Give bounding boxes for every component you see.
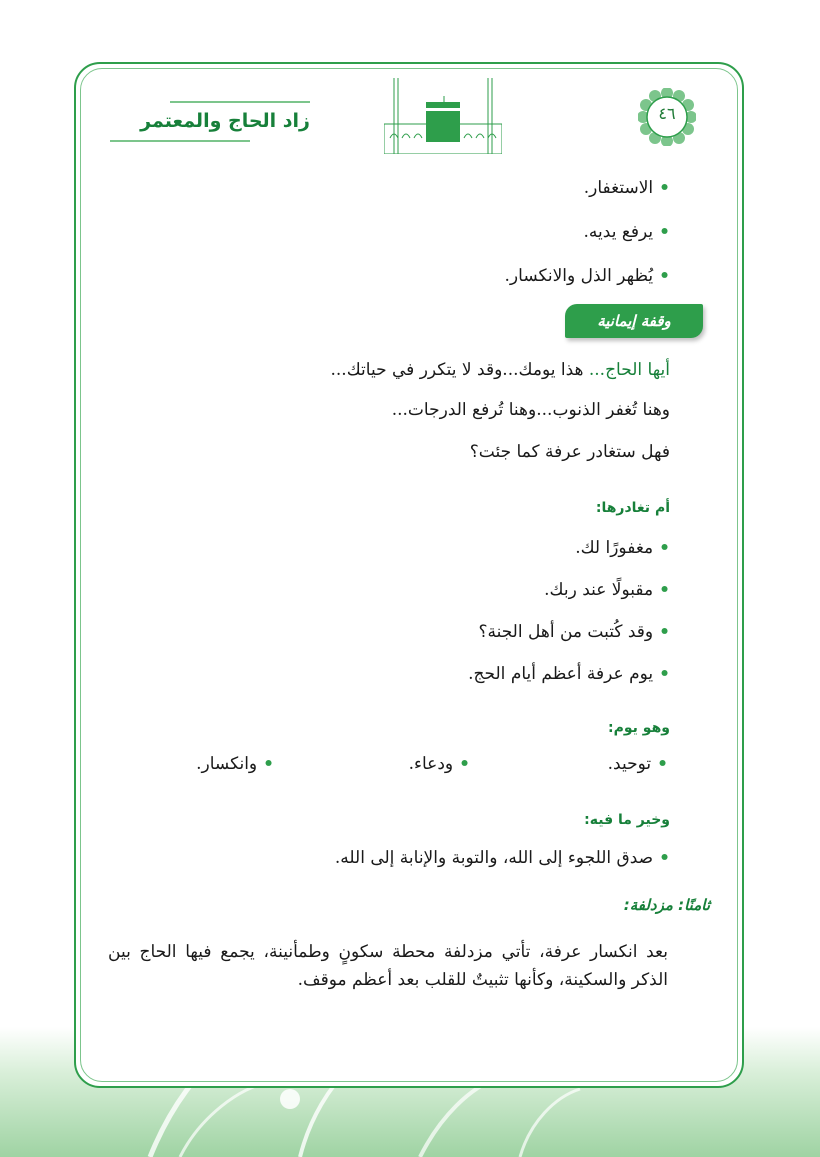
list-item: • صدق اللجوء إلى الله، والتوبة والإنابة إلى الله. <box>335 846 670 870</box>
list-item: • مغفورًا لك. <box>575 536 670 560</box>
page-frame <box>74 62 744 1088</box>
book-title: زاد الحاج والمعتمر <box>140 110 310 132</box>
page-header <box>0 0 820 170</box>
list-item: • مقبولًا عند ربك. <box>544 578 670 602</box>
list-item: • يرفع يديه. <box>584 220 670 244</box>
list-item: • يوم عرفة أعظم أيام الحج. <box>468 662 670 686</box>
column-item: • ودعاء. <box>409 752 470 776</box>
list-item: • يُظهر الذل والانكسار. <box>505 264 670 288</box>
section-box-label: وقفة إيمانية <box>565 304 703 338</box>
intro-line1-text: هذا يومك...وقد لا يتكرر في حياتك... <box>330 360 589 380</box>
kaaba-mosque-icon <box>384 76 502 154</box>
title-decor-line <box>110 140 250 142</box>
section-title: ثامنًا: مزدلفة: <box>623 896 710 914</box>
intro-line: وهنا تُغفر الذنوب...وهنا تُرفع الدرجات... <box>391 400 670 420</box>
subheading: وخير ما فيه: <box>584 812 670 828</box>
list-item: • الاستغفار. <box>584 176 670 200</box>
body-paragraph: بعد انكسار عرفة، تأتي مزدلفة محطة سكونٍ وطمأنينة، يجمع فيها الحاج بين الذكر والسكينة، وكأنها تثبيتٌ للقلب بعد أعظم موقف. <box>108 942 668 990</box>
page-number: ٤٦ <box>658 104 676 123</box>
intro-line: فهل ستغادر عرفة كما جئت؟ <box>469 442 670 462</box>
list-item: • وقد كُتبت من أهل الجنة؟ <box>478 620 670 644</box>
intro-line <box>331 358 671 382</box>
subheading: أم تغادرها: <box>595 500 670 516</box>
subheading: وهو يوم: <box>608 720 670 736</box>
title-decor-line <box>170 101 310 103</box>
column-item: • توحيد. <box>608 752 668 776</box>
column-item: • وانكسار. <box>196 752 274 776</box>
intro-lead: أيها الحاج... <box>588 360 670 380</box>
